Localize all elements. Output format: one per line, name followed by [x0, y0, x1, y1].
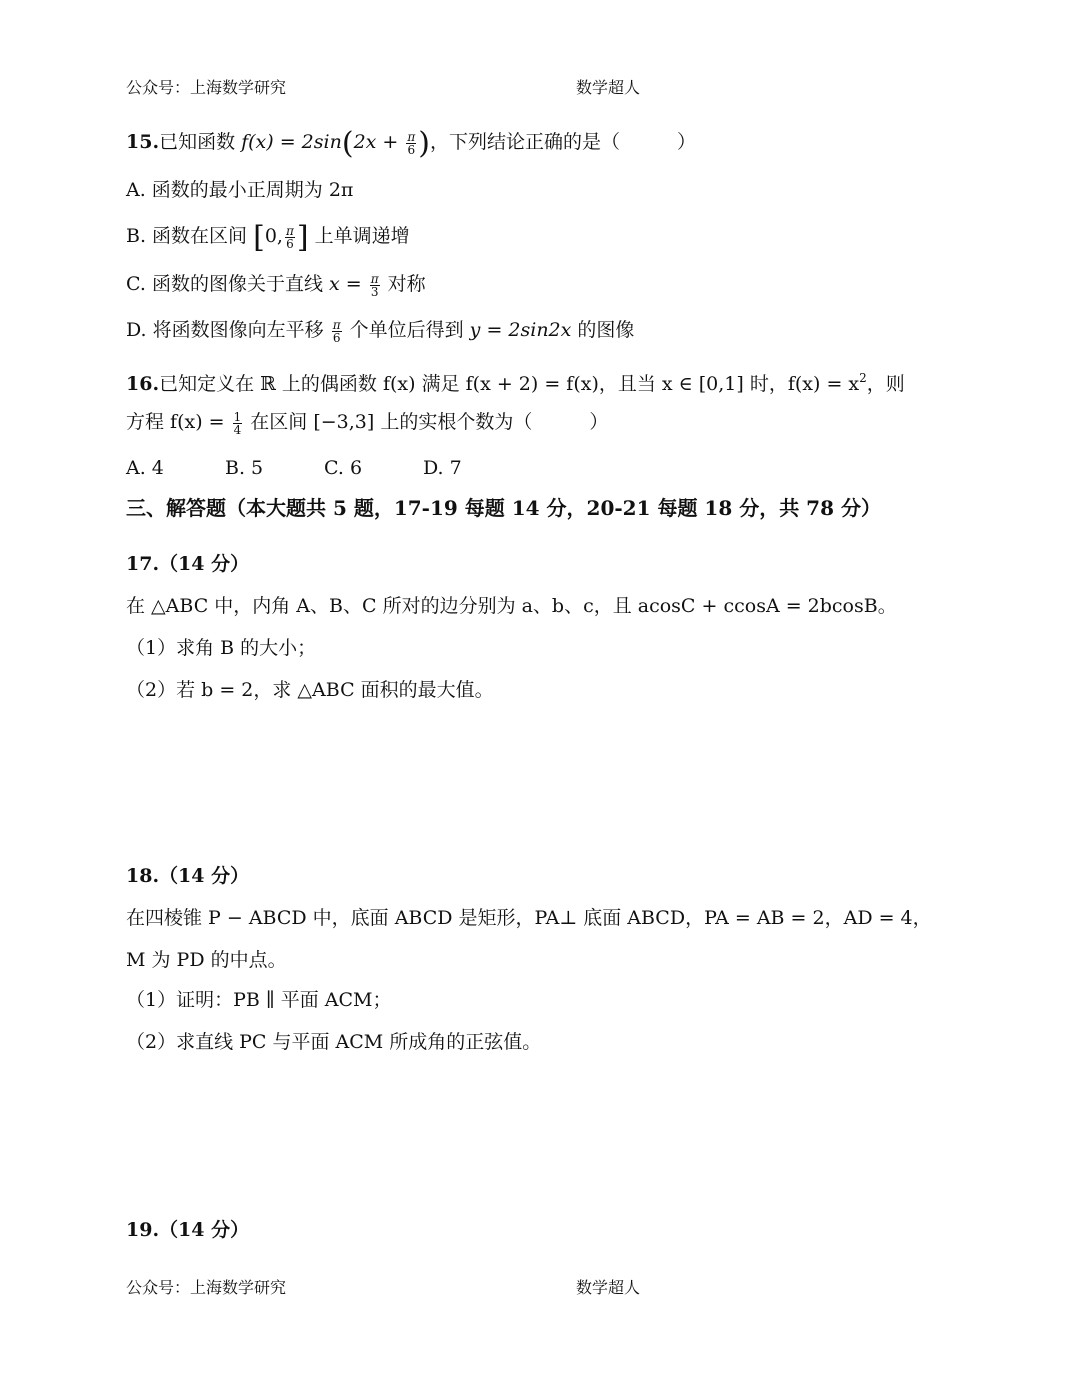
numerator: π [285, 223, 294, 238]
stem-text: 方程 f(x) = [126, 411, 231, 433]
question-17-stem: 在 △ABC 中，内角 A、B、C 所对的边分别为 a、b、c，且 acosC + ccosA = 2bcosB。 [126, 595, 897, 617]
denominator: 6 [286, 236, 294, 251]
option-text: B. 函数在区间 [126, 225, 254, 247]
option-16c: C. 6 [324, 457, 363, 479]
option-15a: A. 函数的最小正周期为 2π [126, 179, 354, 201]
stem-text-end: ，则 [866, 373, 905, 395]
option-text: C. 函数的图像关于直线 [126, 273, 329, 295]
denominator: 4 [233, 422, 242, 437]
header-center: 数学超人 [576, 78, 641, 97]
option-16d: D. 7 [423, 457, 462, 479]
right-paren: ) [418, 126, 430, 161]
option-text-end: 的图像 [571, 319, 635, 341]
left-paren: ( [341, 126, 354, 161]
denominator: 3 [370, 284, 379, 299]
numerator: 1 [233, 409, 242, 424]
question-19-title: 19.（14 分） [126, 1219, 250, 1241]
interval-start: 0, [264, 225, 283, 247]
question-number: 15. [126, 131, 160, 153]
fraction-pi-3 [370, 273, 380, 298]
option-text-end: 对称 [381, 273, 426, 295]
denominator: 6 [332, 330, 341, 345]
option-text-mid: 个单位后得到 [343, 319, 470, 341]
question-number: 16. [126, 373, 160, 395]
option-15d [126, 318, 634, 344]
right-bracket: ] [296, 220, 309, 255]
fraction-pi-6 [285, 225, 295, 250]
stem-text-end: ，下列结论正确的是（ ） [429, 131, 696, 153]
stem-text: 已知定义在 ℝ 上的偶函数 f(x) 满足 f(x + 2) = f(x)，且当 x ∈ [0,1] 时，f(x) = x [159, 373, 860, 395]
stem-text-end: 在区间 [−3,3] 上的实根个数为（ ） [244, 411, 609, 433]
option-text: D. 将函数图像向左平移 [126, 319, 330, 341]
question-17-part-1: （1）求角 B 的大小； [126, 637, 317, 659]
question-18-stem-2: M 为 PD 的中点。 [126, 949, 287, 971]
equation: x = [328, 273, 368, 295]
equation: y = 2sin2x [469, 319, 572, 341]
section-heading: 三、解答题（本大题共 5 题，17-19 每题 14 分，20-21 每题 18 分，共 78 分） [126, 496, 881, 520]
left-bracket: [ [253, 220, 265, 255]
question-15-stem [126, 126, 696, 161]
question-18-stem-1: 在四棱锥 P − ABCD 中，底面 ABCD 是矩形，PA⊥ 底面 ABCD，PA = AB = 2，AD = 4， [126, 907, 932, 929]
footer-left: 公众号：上海数学研究 [126, 1278, 287, 1297]
option-text-end: 上单调递增 [308, 225, 410, 247]
argument: 2x + [353, 131, 405, 153]
option-15c [126, 272, 426, 298]
question-16-stem [126, 366, 905, 396]
option-16b: B. 5 [225, 457, 264, 479]
question-18-part-2: （2）求直线 PC 与平面 ACM 所成角的正弦值。 [126, 1031, 542, 1053]
question-18-title: 18.（14 分） [126, 865, 250, 887]
footer-center: 数学超人 [576, 1278, 641, 1297]
question-16-stem-2 [126, 410, 608, 436]
fraction-1-4 [233, 411, 243, 436]
option-16a: A. 4 [126, 457, 164, 479]
question-17-part-2: （2）若 b = 2，求 △ABC 面积的最大值。 [126, 679, 494, 701]
function-expr: f(x) = 2sin [241, 131, 342, 153]
numerator: π [407, 129, 416, 144]
numerator: π [332, 317, 341, 332]
fraction-pi-6 [332, 319, 342, 344]
superscript: 2 [859, 371, 867, 385]
fraction-pi-6 [406, 131, 416, 156]
option-15b [126, 220, 410, 255]
numerator: π [370, 271, 379, 286]
stem-text: 已知函数 [159, 131, 242, 153]
question-17-title: 17.（14 分） [126, 553, 250, 575]
header-left: 公众号：上海数学研究 [126, 78, 287, 97]
question-18-part-1: （1）证明：PB ∥ 平面 ACM； [126, 989, 392, 1011]
denominator: 6 [407, 142, 416, 157]
